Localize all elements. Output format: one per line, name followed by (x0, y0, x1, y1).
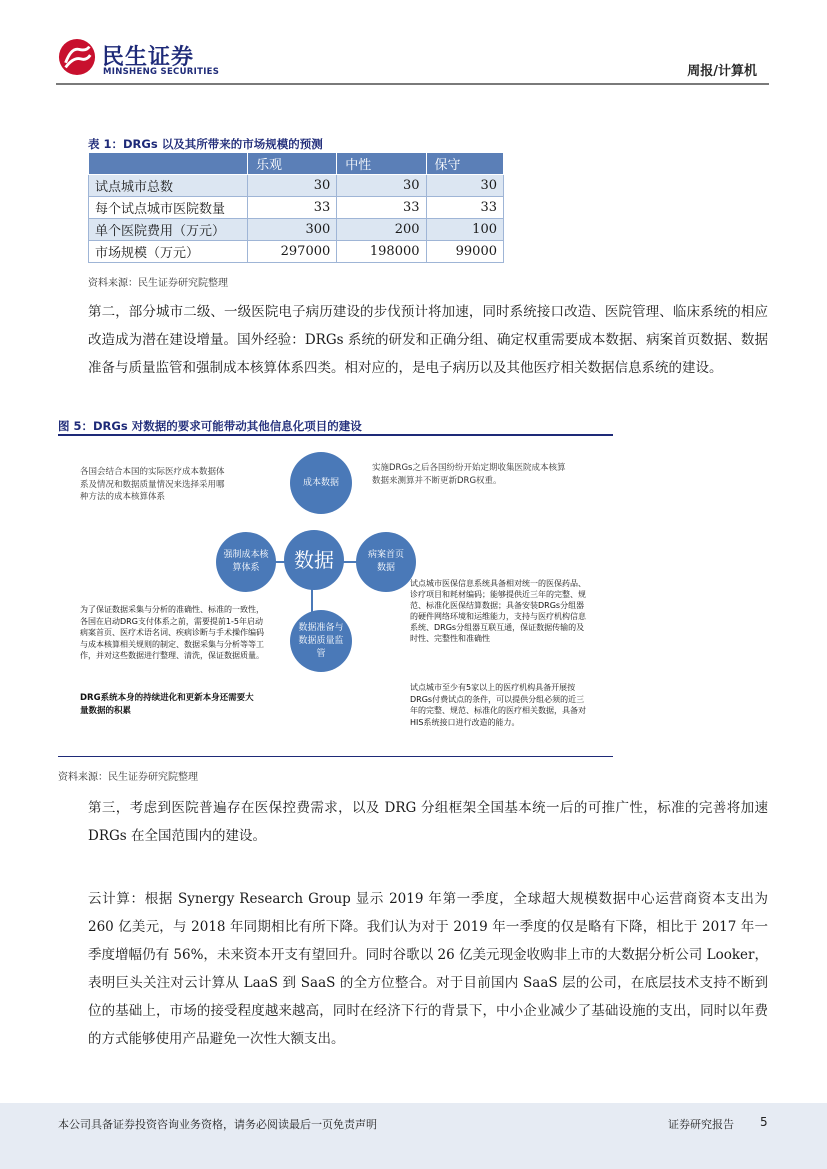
node-data-center (284, 530, 344, 590)
table-row (89, 197, 504, 219)
table-header-cell: 乐观 (248, 153, 337, 175)
table-cell: 100 (426, 219, 503, 241)
page-number: 5 (760, 1115, 768, 1129)
header-divider (56, 83, 769, 85)
table-cell: 33 (248, 197, 337, 219)
table-cell: 300 (248, 219, 337, 241)
figure-source: 资料来源：民生证券研究院整理 (58, 772, 198, 783)
note-bottom-left-2: DRG系统本身的持续进化和更新本身还需要大量数据的积累 (80, 693, 254, 716)
footer-disclaimer: 本公司具备证券投资咨询业务资格，请务必阅读最后一页免责声明 (58, 1118, 377, 1131)
table-row (89, 175, 504, 197)
row-label: 单个医院费用（万元） (89, 219, 248, 241)
node-label: 强制成本核算体系 (223, 550, 269, 573)
table-cell: 33 (337, 197, 426, 219)
table-header-row (89, 153, 504, 175)
table-header-cell: 中性 (337, 153, 426, 175)
table-header-cell: 保守 (426, 153, 503, 175)
body-paragraph: 云计算：根据 Synergy Research Group 显示 2019 年第一季度，全球超大规模数据中心运营商资本支出为 260 亿美元，与 2018 年同期相比有所下降。我们认为对于 2019 年一季度的仅是略有下降，相比于 2017 年一季度增幅仍有 56%，未来资本开支有望回升。同时谷歌以 26 亿美元现金收购非上市的大数据分析公司 Looker，表明巨头关注对云计算从 LaaS 到 SaaS 的全方位整合。对于目前国内 SaaS 层的公司，在底层技术支持不断到位的基础上，市场的接受程度越来越高，同时在经济下行的背景下，中小企业减少了基础设施的支出，同时以年费的方式能够使用产品避免一次性大额支出。 (88, 891, 768, 1047)
table-source: 资料来源：民生证券研究院整理 (88, 278, 228, 289)
note-mid-right: 试点城市医保信息系统具备相对统一的医保药品、诊疗项目和耗材编码；能够提供近三年的完整、规范、标准化医保结算数据；具备安装DRGs分组器的硬件网络环境和运维能力，支持与医疗机构信息系统、DRGs分组器互联互通，保证数据传输的及时性、完整性和准确性 (410, 579, 586, 643)
node-label: 数据 (294, 547, 334, 572)
node-label: 病案首页数据 (367, 550, 404, 573)
note-top-left: 各国会结合本国的实际医疗成本数据体系及情况和数据质量情况来选择采用哪种方法的成本核算体系 (80, 467, 225, 502)
body-paragraph: 第二，部分城市二级、一级医院电子病历建设的步伐预计将加速，同时系统接口改造、医院管理、临床系统的相应改造成为潜在建设增量。国外经验：DRGs 系统的研发和正确分组、确定权重需要成本数据、病案首页数据、数据准备与质量监管和强制成本核算体系四类。相对应的，是电子病历以及其他医疗相关数据信息系统的建设。 (88, 304, 768, 376)
table-cell: 297000 (248, 241, 337, 263)
node-label: 数据准备与数据质量监管 (298, 622, 344, 659)
table-row (89, 219, 504, 241)
report-type: 周报/计算机 (687, 64, 757, 79)
node-cost-data (290, 452, 352, 514)
figure-caption: 图 5：DRGs 对数据的要求可能带动其他信息化项目的建设 (58, 419, 362, 433)
node-label: 成本数据 (302, 477, 339, 488)
logo-text-en: MINSHENG SECURITIES (103, 67, 220, 77)
body-paragraph: 第三，考虑到医院普遍存在医保控费需求，以及 DRG 分组框架全国基本统一后的可推广性，标准的完善将加速 DRGs 在全国范围内的建设。 (88, 800, 768, 844)
table-cell: 200 (337, 219, 426, 241)
market-forecast-table (88, 152, 504, 263)
row-label: 市场规模（万元） (89, 241, 248, 263)
table-caption: 表 1：DRGs 以及其所带来的市场规模的预测 (88, 137, 323, 151)
table-cell: 33 (426, 197, 503, 219)
note-bottom-left: 为了保证数据采集与分析的准确性、标准的一致性，各国在启动DRG支付体系之前，需要提前1-5年启动病案首页、医疗术语名词、疾病诊断与手术操作编码与成本核算相关规则的制定、数据采集与分析等等工作，并对这些数据进行整理、清洗，保证数据质量。 (80, 605, 264, 660)
table-cell: 30 (248, 175, 337, 197)
table-cell: 198000 (337, 241, 426, 263)
figure-top-rule (58, 434, 613, 436)
row-label: 每个试点城市医院数量 (89, 197, 248, 219)
node-medical-record (356, 532, 416, 592)
logo-text-cn: 民生证券 (102, 45, 195, 70)
node-cost-accounting (216, 532, 276, 592)
table-row (89, 241, 504, 263)
footer-band (0, 1103, 827, 1169)
note-bottom-right: 试点城市至少有5家以上的医疗机构具备开展按DRGs付费试点的条件，可以提供分组必须的近三年的完整、规范、标准化的医疗相关数据，具备对HIS系统接口进行改造的能力。 (410, 683, 586, 727)
table-header-cell (89, 153, 248, 175)
table-cell: 30 (426, 175, 503, 197)
table-cell: 30 (337, 175, 426, 197)
row-label: 试点城市总数 (89, 175, 248, 197)
node-data-quality (290, 610, 352, 672)
figure-bottom-rule (58, 756, 613, 757)
footer-doc-type: 证券研究报告 (668, 1118, 734, 1131)
note-top-right: 实施DRGs之后各国纷纷开始定期收集医院成本核算数据来测算并不断更新DRG权重。 (372, 463, 566, 486)
minsheng-logo-icon (58, 38, 96, 76)
table-cell: 99000 (426, 241, 503, 263)
